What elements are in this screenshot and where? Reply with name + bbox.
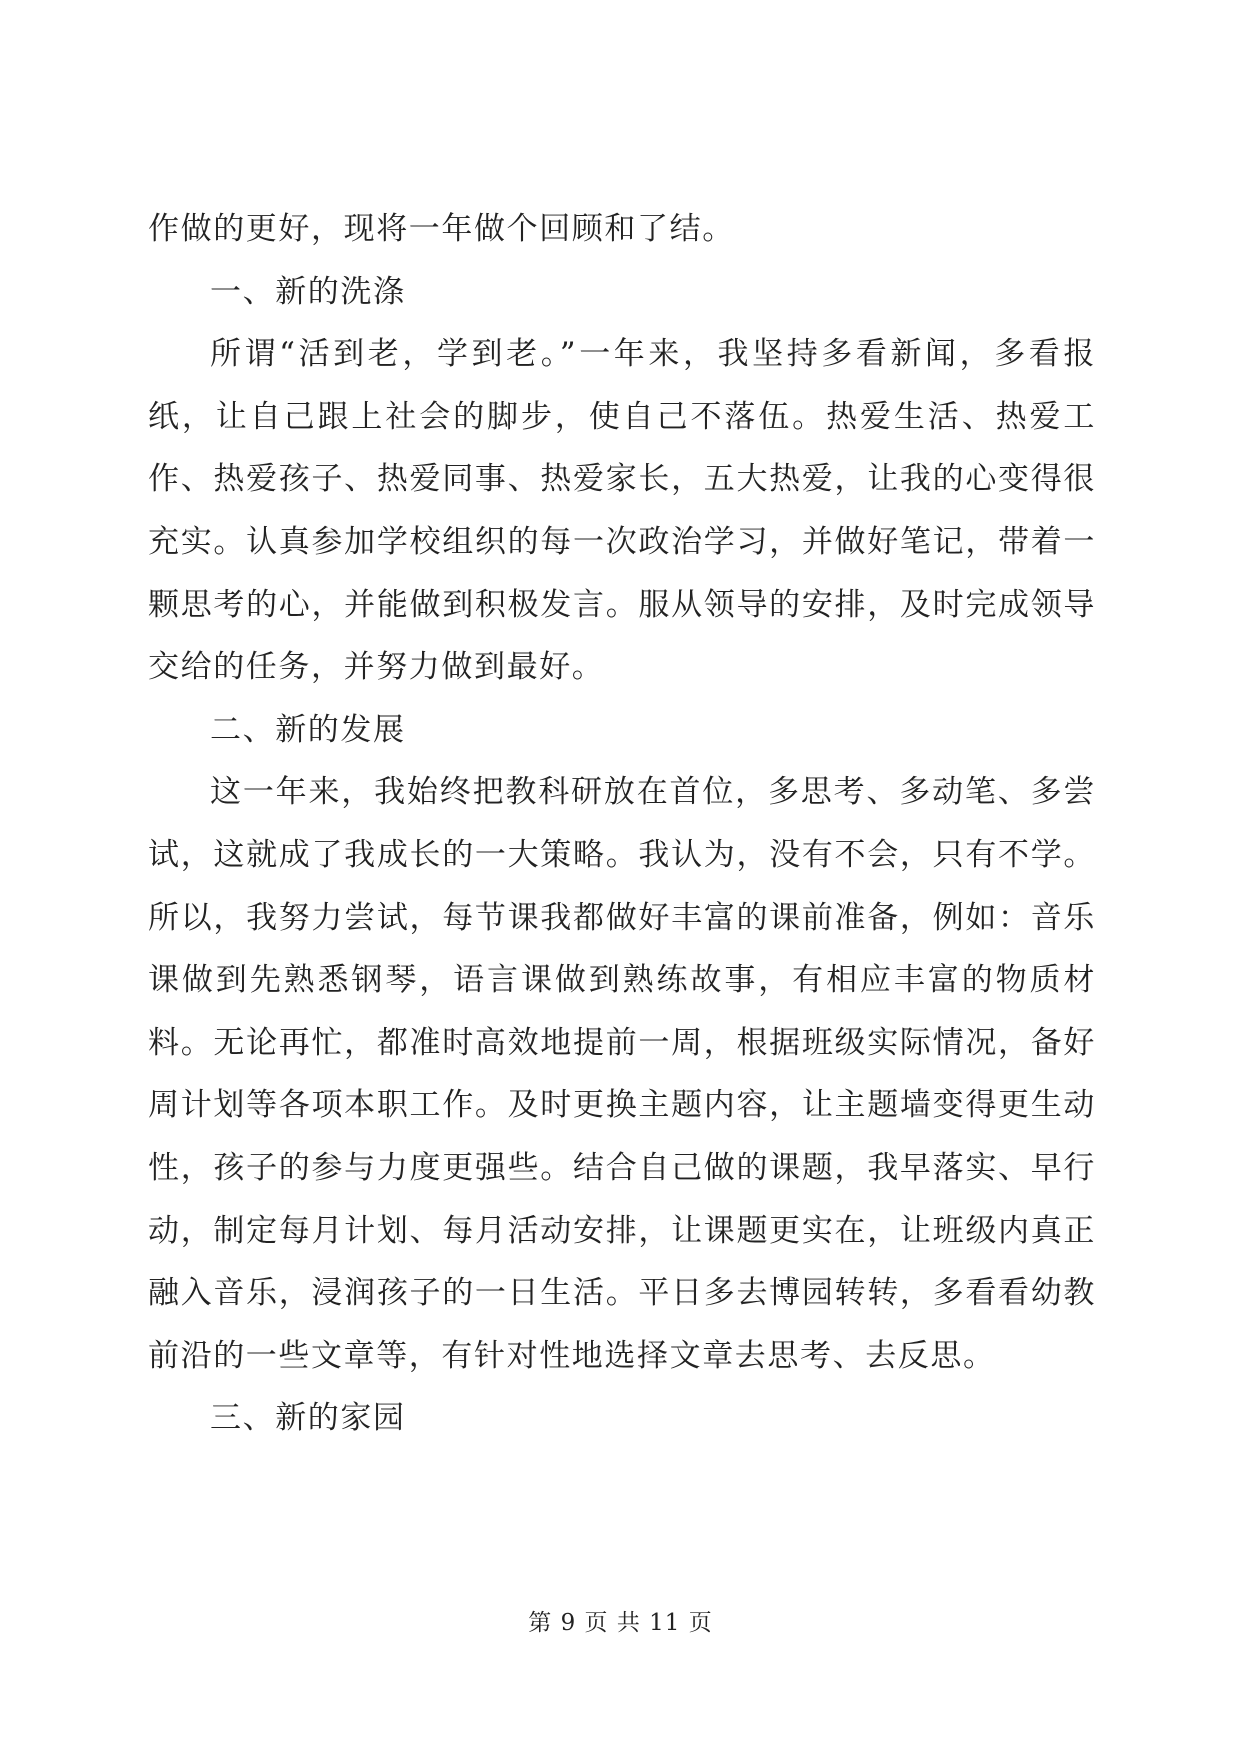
paragraph-continuation: 作做的更好，现将一年做个回顾和了结。: [148, 211, 735, 247]
section-heading-1: 一、新的洗涤: [210, 273, 406, 310]
page-number-footer: 第 9 页 共 11 页: [528, 1610, 713, 1636]
section-heading-3: 三、新的家园: [210, 1400, 406, 1437]
paragraph-section-1: 所谓“活到老，学到老。”一年来，我坚持多看新闻，多看报纸，让自己跟上社会的脚步，使自己不落伍。热爱生活、热爱工作、热爱孩子、热爱同事、热爱家长，五大热爱，让我的心变得很充实。认真参加学校组织的每一次政治学习，并做好笔记，带着一颗思考的心，并能做到积极发言。服从领导的安排，及时完成领导交给的任务，并努力做到最好。: [148, 336, 1096, 686]
document-body: [148, 198, 1096, 1450]
paragraph-section-2: 这一年来，我始终把教科研放在首位，多思考、多动笔、多尝试，这就成了我成长的一大策略。我认为，没有不会，只有不学。所以，我努力尝试，每节课我都做好丰富的课前准备，例如：音乐课做到先熟悉钢琴，语言课做到熟练故事，有相应丰富的物质材料。无论再忙，都准时高效地提前一周，根据班级实际情况，备好周计划等各项本职工作。及时更换主题内容，让主题墙变得更生动性，孩子的参与力度更强些。结合自己做的课题，我早落实、早行动，制定每月计划、每月活动安排，让课题更实在，让班级内真正融入音乐，浸润孩子的一日生活。平日多去博园转转，多看看幼教前沿的一些文章等，有针对性地选择文章去思考、去反思。: [148, 774, 1096, 1374]
section-heading-2: 二、新的发展: [210, 711, 406, 748]
